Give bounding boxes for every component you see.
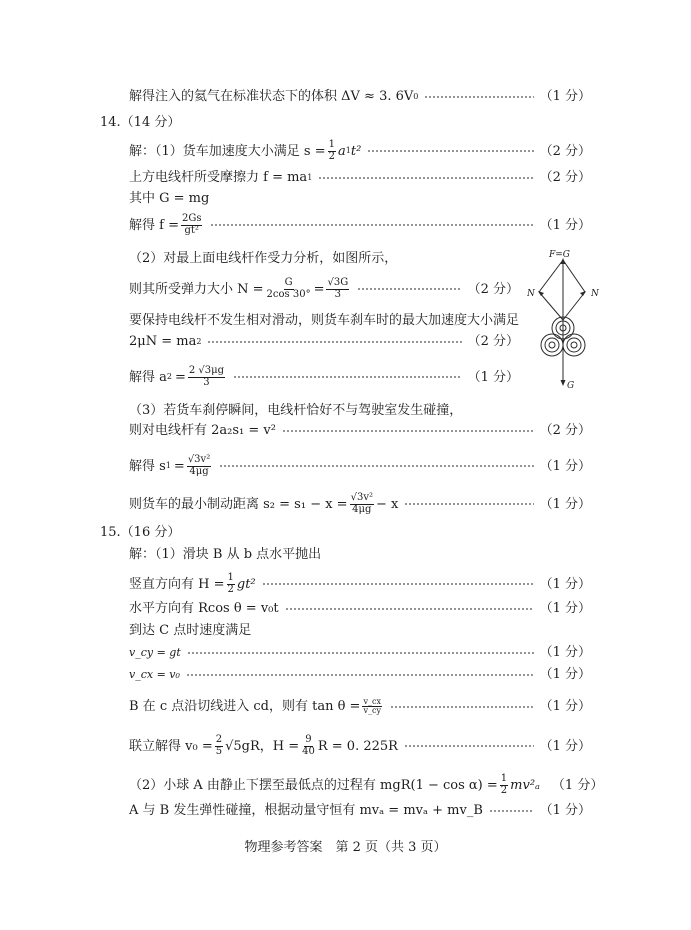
answer-line-volume xyxy=(129,90,591,103)
fraction-denominator: 4μg xyxy=(352,503,372,515)
fraction-numerator: 2Gs xyxy=(181,213,202,224)
answer-line-part2 xyxy=(129,252,397,265)
answer-line-momentum xyxy=(129,804,591,817)
line-tail: gt² xyxy=(236,576,256,592)
fraction xyxy=(328,140,336,162)
line-text: v_cx = v₀ xyxy=(129,668,180,681)
fraction-numerator: 2 √3μg xyxy=(188,365,225,376)
line-text: 其中 G = mg xyxy=(129,191,210,206)
line-text: 要保持电线杆不发生相对滑动，则货车刹车时的最大加速度大小满足 xyxy=(129,313,520,328)
dot-leader xyxy=(219,465,533,467)
heading-text: 15.（16 分） xyxy=(100,525,181,540)
fraction-denominator: gt² xyxy=(184,224,199,236)
line-text: （2）小球 A 由静止下摆至最低点的过程有 mgR(1 − cos α) = xyxy=(129,777,498,793)
line-text: 解得 a xyxy=(129,369,167,385)
line-subscript: 1 xyxy=(345,146,351,155)
line-subscript: 2 xyxy=(166,372,172,381)
fraction-denominator: v_cy xyxy=(363,706,381,716)
fraction-denominator: 2 xyxy=(227,583,234,595)
dot-leader xyxy=(262,583,534,585)
line-text: 解：（1）滑块 B 从 b 点水平抛出 xyxy=(129,547,322,562)
line-text: B 在 c 点沿切线进入 cd，则有 tan θ = xyxy=(129,699,361,715)
answer-line-gravity xyxy=(129,192,209,205)
dot-leader xyxy=(285,608,534,610)
fraction-numerator: 2 xyxy=(215,734,223,745)
answer-line-kinematics xyxy=(129,424,591,437)
fraction-denominator: 2 xyxy=(500,784,508,796)
fraction xyxy=(188,366,225,388)
score-label: （2 分） xyxy=(467,334,519,349)
label-f-equals-g: F=G xyxy=(549,250,570,260)
line-mid: √5gR，H = xyxy=(225,738,300,754)
line-text: A 与 B 发生弹性碰撞，根据动量守恒有 mvₐ = mvₐ + mv_B xyxy=(129,803,483,818)
fraction-denominator: 40 xyxy=(302,745,315,757)
line-text: （2）对最上面电线杆作受力分析，如图所示， xyxy=(129,251,398,266)
score-label: （1 分） xyxy=(539,458,591,474)
pole-right-mid xyxy=(567,338,581,352)
fraction-denominator: 3 xyxy=(203,376,210,388)
line-tail: − x xyxy=(375,496,399,512)
force-line-right xyxy=(563,292,585,320)
label-g-bottom: G xyxy=(567,381,575,390)
answer-line-horizontal xyxy=(129,602,591,615)
answer-line-brake-distance xyxy=(129,493,591,515)
line-text: 到达 C 点时速度满足 xyxy=(129,623,252,638)
fraction-denominator: 2cos 30° xyxy=(266,288,311,300)
fraction xyxy=(301,735,316,757)
dot-leader xyxy=(318,177,533,179)
score-label: （1 分） xyxy=(551,777,604,793)
answer-line-condition xyxy=(129,314,519,327)
answer-line-tangent xyxy=(129,698,591,716)
fraction-numerator: v_cx xyxy=(363,697,381,706)
answer-line-vertical xyxy=(129,573,591,595)
line-subscript: 2 xyxy=(196,336,202,346)
parallelogram-edge xyxy=(563,260,585,292)
fraction-numerator: 1 xyxy=(227,572,234,583)
line-text: （3）若货车刹停瞬间，电线杆恰好不与驾驶室发生碰撞， xyxy=(129,403,463,418)
dot-leader xyxy=(210,224,533,226)
dot-leader xyxy=(282,430,534,432)
answer-line-max-accel xyxy=(129,335,519,348)
answer-line-solve-a2 xyxy=(129,366,519,388)
line-var: a xyxy=(337,143,346,159)
score-label: （1 分） xyxy=(539,217,591,233)
line-text: 上方电线杆所受摩擦力 f = ma xyxy=(129,170,308,185)
line-mid: = xyxy=(313,281,325,297)
fraction xyxy=(227,573,235,595)
line-tail: R = 0. 225R xyxy=(317,738,398,754)
force-line-left xyxy=(539,292,563,320)
line-text: 水平方向有 Rcos θ = v₀t xyxy=(129,601,279,616)
page-footer: 物理参考答案 第 2 页（共 3 页） xyxy=(244,840,447,855)
answer-line-point-c xyxy=(129,624,251,637)
pole-right-inner xyxy=(571,342,577,348)
line-tail: mv²ₐ xyxy=(510,777,540,793)
label-n-left: N xyxy=(527,289,535,299)
fraction-numerator: √3v² xyxy=(187,454,211,465)
score-label: （2 分） xyxy=(467,281,519,297)
answer-line-friction xyxy=(129,171,591,184)
score-label: （2 分） xyxy=(539,423,591,438)
score-label: （1 分） xyxy=(539,699,591,715)
line-text: 联立解得 v₀ = xyxy=(129,738,213,754)
pole-left-mid xyxy=(545,338,559,352)
line-subscript: 1 xyxy=(307,172,313,182)
line-text: 解得注入的氦气在标准状态下的体积 ΔV ≈ 3. 6V xyxy=(129,89,414,104)
heading-text: 14.（14 分） xyxy=(100,115,181,130)
score-label: （2 分） xyxy=(539,170,591,185)
fraction xyxy=(181,214,202,236)
fraction-denominator: 2 xyxy=(328,150,335,162)
fraction-numerator: √3v² xyxy=(350,492,373,503)
line-text: 解得 s xyxy=(129,458,166,474)
score-label: （1 分） xyxy=(539,496,591,512)
score-label: （1 分） xyxy=(539,645,591,660)
score-label: （2 分） xyxy=(539,143,591,159)
answer-line-vcx xyxy=(129,668,591,681)
answer-line-solve-f xyxy=(129,214,591,236)
score-label: （1 分） xyxy=(467,369,519,385)
force-diagram xyxy=(527,248,603,390)
dot-leader xyxy=(367,150,533,152)
dot-leader xyxy=(424,96,533,98)
score-label: （1 分） xyxy=(539,576,591,592)
fraction xyxy=(326,278,349,300)
dot-leader xyxy=(404,503,533,505)
score-label: （1 分） xyxy=(539,667,591,682)
fraction xyxy=(266,278,312,300)
line-subscript: 1 xyxy=(165,461,171,470)
answer-line-part3 xyxy=(129,404,462,417)
answer-line-results xyxy=(129,735,591,757)
line-text: 则其所受弹力大小 N = xyxy=(129,281,264,297)
score-label: （1 分） xyxy=(539,803,591,818)
fraction xyxy=(350,493,374,515)
fraction-denominator: 3 xyxy=(334,288,342,300)
dot-leader xyxy=(357,288,461,290)
dot-leader xyxy=(187,652,534,654)
dot-leader xyxy=(186,674,534,676)
fraction xyxy=(500,774,508,796)
pole-right-outer xyxy=(563,334,585,356)
fraction-numerator: G xyxy=(284,277,293,288)
arrowhead-right xyxy=(580,291,586,296)
fraction-numerator: 9 xyxy=(305,734,312,745)
line-text: 解：（1）货车加速度大小满足 s = xyxy=(129,143,326,159)
line-text: 2μN = ma xyxy=(129,334,197,349)
line-eq: = xyxy=(174,369,186,385)
answer-line-normal-force xyxy=(129,278,519,300)
fraction xyxy=(215,735,223,757)
line-text: 则货车的最小制动距离 s₂ = s₁ − x = xyxy=(129,496,348,512)
answer-line-projectile xyxy=(129,548,321,561)
score-label: （1 分） xyxy=(539,89,591,104)
score-label: （1 分） xyxy=(539,738,591,754)
line-tail: t² xyxy=(350,143,362,159)
answer-line-solve-s1 xyxy=(129,455,591,477)
line-text: 则对电线杆有 2a₂s₁ = v² xyxy=(129,423,276,438)
fraction-numerator: √3G xyxy=(327,277,349,288)
arrowhead-down xyxy=(561,380,566,386)
fraction-numerator: 1 xyxy=(500,773,508,784)
fraction xyxy=(362,698,382,716)
answer-line-vcy xyxy=(129,646,591,659)
fraction-denominator: 4μg xyxy=(189,465,209,477)
answer-line-energy xyxy=(129,773,604,796)
fraction xyxy=(187,455,211,477)
line-eq: = xyxy=(173,458,185,474)
question-15-heading xyxy=(100,526,180,539)
dot-leader xyxy=(404,745,534,747)
dot-leader xyxy=(390,706,534,708)
label-n-right: N xyxy=(591,289,599,299)
pole-left-outer xyxy=(541,334,563,356)
dot-leader xyxy=(489,810,534,812)
score-label: （1 分） xyxy=(539,601,591,616)
pole-left-inner xyxy=(549,342,555,348)
line-text: 解得 f = xyxy=(129,217,179,233)
dot-leader xyxy=(207,341,461,343)
question-14-heading xyxy=(100,116,180,129)
line-text: v_cy = gt xyxy=(129,646,181,659)
dot-leader xyxy=(233,376,462,378)
fraction-denominator: 5 xyxy=(215,745,223,757)
fraction-numerator: 1 xyxy=(328,139,335,150)
line-text: 竖直方向有 H = xyxy=(129,576,225,592)
line-subscript: 0 xyxy=(413,91,419,101)
answer-line-accel xyxy=(129,140,591,162)
arrowhead-left xyxy=(538,291,544,296)
parallelogram-edge xyxy=(539,260,563,292)
